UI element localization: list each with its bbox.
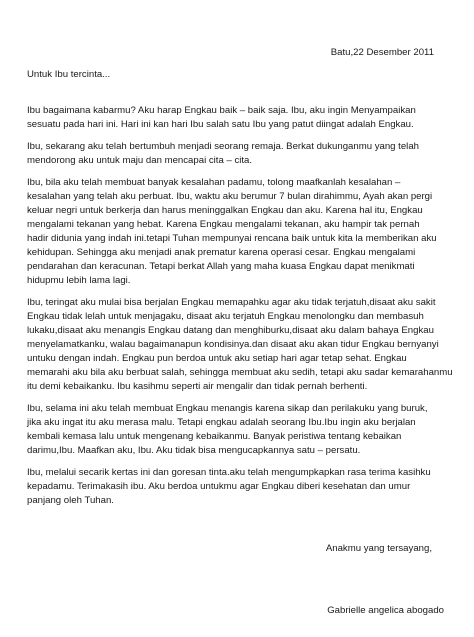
letter-date: Batu,22 Desember 2011 (330, 47, 434, 58)
letter-body (27, 104, 453, 516)
paragraph-2 (27, 140, 447, 168)
paragraph-line: darimu,Ibu. Maafkan aku, Ibu. Aku tidak bisa mengucapkannya satu – persatu. (27, 445, 361, 456)
paragraph-line: menyelamatkanku, walau bagaimanapun kondisinya.dan disaat aku akan tidur Engkau bernyanyi (27, 339, 439, 350)
paragraph-line: sesuatu pada hari ini. Hari ini kan hari Ibu salah satu Ibu yang patut diingat adalah Engkau. (27, 119, 414, 130)
paragraph-line: kesalahan yang telah aku perbuat. Ibu, waktu aku berumur 7 bulan dirahimmu, Ayah akan pergi (27, 191, 433, 202)
paragraph-line: kepadamu. Terimakasih ibu. Aku berdoa untukmu agar Engkau diberi kesehatan dan umur (27, 481, 411, 492)
paragraph-line: jika aku ingat itu aku merasa malu. Tetapi engkau adalah seorang Ibu.Ibu ingin aku berjalan (27, 417, 416, 428)
paragraph-line: untuku dengan indah. Engkau pun berdoa untuk aku setiap hari agar tetap sehat. Engkau (27, 353, 407, 364)
paragraph-line: hadir didunia yang indah ini.tetapi Tuhan mempunyai rencana baik untuk kita la memberikan aku (27, 233, 437, 244)
paragraph-line: Ibu, selama ini aku telah membuat Engkau menangis karena sikap dan perilakuku yang buruk, (27, 403, 428, 414)
paragraph-line: mendorong aku untuk maju dan mencapai cita – cita. (27, 155, 253, 166)
letter-greeting: Untuk Ibu tercinta... (27, 69, 111, 80)
paragraph-1 (27, 104, 447, 132)
paragraph-line: Ibu, teringat aku mulai bisa berjalan Engkau memapahku agar aku tidak terjatuh,disaat aku sakit (27, 297, 436, 308)
letter-signature: Gabrielle angelica abogado (327, 605, 444, 616)
paragraph-line: hidupmu lebih lama lagi. (27, 275, 131, 286)
letter-closing: Anakmu yang tersayang, (325, 543, 432, 554)
paragraph-line: Ibu, melalui secarik kertas ini dan goresan tinta.aku telah mengumpkapkan rasa terima kasihku (27, 467, 431, 478)
paragraph-line: Ibu bagaimana kabarmu? Aku harap Engkau baik – baik saja. Ibu, aku ingin Menyampaikan (27, 105, 416, 116)
paragraph-line: panjang oleh Tuhan. (27, 495, 114, 506)
paragraph-line: lukaku,disaat aku menangis Engkau datang dan menghiburku,disaat aku dalam bahaya Engkau (27, 325, 434, 336)
paragraph-line: Ibu, bila aku telah membuat banyak kesalahan padamu, tolong maafkanlah kesalahan – (27, 177, 401, 188)
paragraph-6 (27, 466, 447, 508)
paragraph-line: kehidupan. Sehingga aku menjadi anak prematur karena operasi cesar. Engkau mengalami (27, 247, 416, 258)
paragraph-line: memarahi aku bila aku berbuat salah, sehingga membuat aku sedih, tetapi aku sadar kemarahanmu (27, 367, 453, 378)
paragraph-3 (27, 176, 447, 288)
paragraph-line: Ibu, sekarang aku telah bertumbuh menjadi seorang remaja. Berkat dukunganmu yang telah (27, 141, 419, 152)
paragraph-line: pendarahan dan keracunan. Tetapi berkat Allah yang maha kuasa Engkau dapat menikmati (27, 261, 415, 272)
paragraph-5 (27, 402, 447, 458)
paragraph-line: itu demi kebaikanku. Ibu kasihmu seperti air mengalir dan tidak pernah berhenti. (27, 381, 368, 392)
paragraph-line: mengalami tekanan yang hebat. Karena Engkau mengalami tekanan, aku hampir tak pernah (27, 219, 420, 230)
paragraph-line: keluar negri untuk berkerja dan harus meninggalkan Engkau dan aku. Karena hal itu, Engkau (27, 205, 423, 216)
paragraph-line: kembali kemasa lalu untuk mengenang kebaikanmu. Banyak peristiwa tentang kebaikan (27, 431, 402, 442)
paragraph-line: Engkau tidak lelah untuk menjagaku, disaat aku terjatuh Engkau menolongku dan membasuh (27, 311, 424, 322)
paragraph-4 (27, 296, 453, 394)
